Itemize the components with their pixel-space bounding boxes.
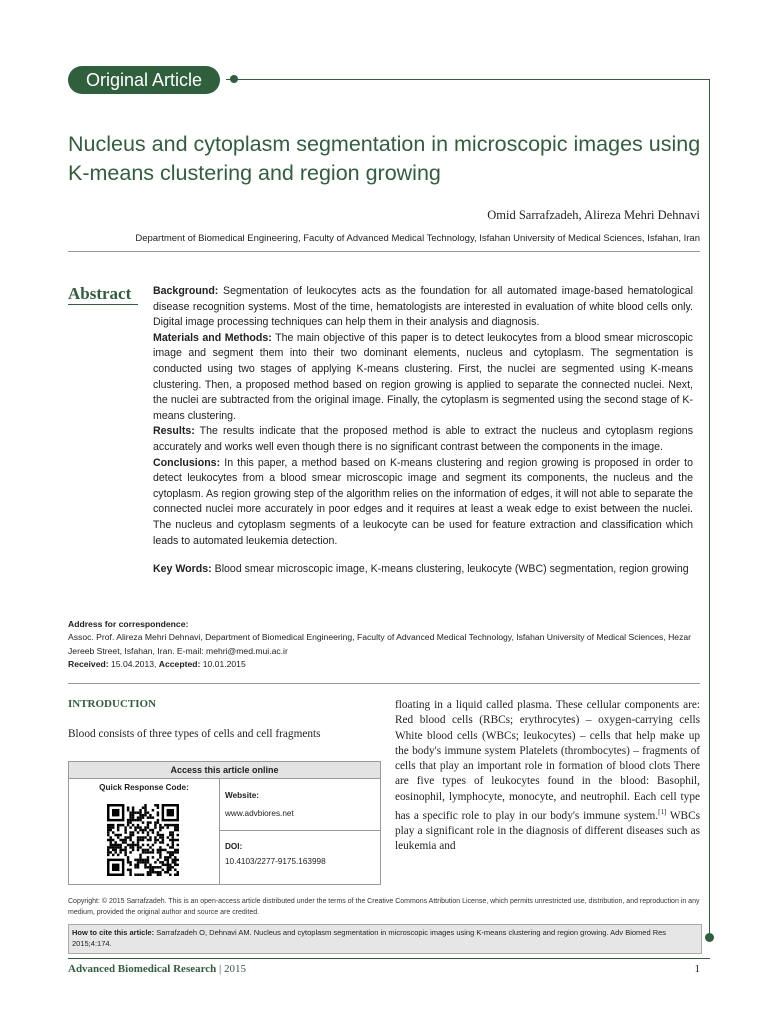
article-title: Nucleus and cytoplasm segmentation in microscopic images using K-means clustering and region growing: [68, 132, 701, 185]
page-number: 1: [694, 963, 700, 975]
access-box-divider: [219, 779, 220, 884]
header-rule-dot: [230, 75, 238, 83]
section-badge: Original Article: [68, 66, 220, 94]
abstract-methods: Materials and Methods: The main objective of this paper is to detect leukocytes from a blood smear microscopic image and segment them into their two dominant elements, nucleus and cytoplasm. The segmentation is conducted using two stages of applying K-means clustering. First, the nuclei are segmented using K-means clustering. Then, a proposed method based on region growing is applied to separate the connected nuclei. Next, the nuclei are subtracted from the original image. Finally, the cytoplasm is segmented using the second stage of K-means clustering.: [153, 331, 693, 422]
access-article-box: [68, 761, 381, 885]
website-link[interactable]: www.advbiores.net: [225, 809, 294, 818]
correspondence-divider: [68, 683, 700, 684]
introduction-first-line: Blood consists of three types of cells and cell fragments: [68, 728, 321, 740]
abstract-heading-underline: [68, 304, 138, 305]
dates: Received: 15.04.2013, Accepted: 10.01.2015: [68, 658, 246, 669]
introduction-column-2: floating in a liquid called plasma. These cellular components are: Red blood cells (RBCs; erythrocytes) – oxygen-carrying cells White blood cells (WBCs; leukocytes) – cells that help make up the body's immune system Platelets (thrombocytes) – fragments of cells that play an important role in formation of blood clots There are five types of leukocytes found in the blood: Basophil, eosinophil, lymphocyte, monocyte, and neutrophil. Each cell type has a specific role to play in our body's immune system.[1] WBCs play a significant role in the diagnosis of different diseases such as leukemia and: [395, 699, 701, 853]
doi-link[interactable]: 10.4103/2277-9175.163998: [225, 857, 326, 866]
introduction-heading: INTRODUCTION: [68, 698, 157, 710]
side-rule-dot: [705, 933, 714, 942]
side-rule: [709, 79, 710, 937]
correspondence-heading: Address for correspondence:: [68, 619, 189, 629]
abstract-results: Results: The results indicate that the proposed method is able to extract the nucleus and cytoplasm regions accurately and works well even though there is no significant contrast between the components in the image.: [153, 425, 693, 453]
doi-label: DOI:: [225, 842, 243, 851]
footer-rule: [68, 958, 710, 959]
abstract-conclusions: Conclusions: In this paper, a method based on K-means clustering and region growing is proposed in order to detect leukocytes from a blood smear microscopic image and segment its components, the nucleus and the cytoplasm. As region growing step of the algorithm relies on the information of edges, it will not able to separate the connected nuclei more accurately in poor edges and it requires at least a weak edge to exist between the nuclei. The nucleus and cytoplasm segments of a leukocyte can be used for feature extraction and classification which leads to automated leukemia detection.: [153, 456, 693, 547]
how-to-cite-box: How to cite this article: Sarrafzadeh O, Dehnavi AM. Nucleus and cytoplasm segmentation in microscopic images using K-means clustering and region growing. Adv Biomed Res 2015;4:174.: [68, 924, 702, 954]
affiliation: Department of Biomedical Engineering, Faculty of Advanced Medical Technology, Isfahan University of Medical Sciences, Isfahan, Iran: [135, 233, 700, 244]
website-label: Website:: [225, 791, 259, 800]
access-box-heading: Access this article online: [69, 762, 380, 779]
abstract-heading: Abstract: [68, 284, 132, 303]
qr-code-icon: [107, 804, 179, 876]
abstract-background: Background: Segmentation of leukocytes acts as the foundation for all automated image-based hematological disease recognition systems. Most of the time, hematologists are interested in evaluation of white blood cells only. Digital image processing techniques can help them in their analysis and diagnosis.: [153, 285, 693, 329]
copyright-notice: Copyright: © 2015 Sarrafzadeh. This is an open-access article distributed under the terms of the Creative Commons Attribution License, which permits unrestricted use, distribution, and reproduction in any medium, provided the original author and source are credited.: [68, 898, 700, 916]
citation-ref[interactable]: [1]: [658, 808, 667, 817]
affiliation-divider: [68, 251, 700, 252]
qr-label: Quick Response Code:: [99, 783, 189, 792]
access-box-divider: [219, 830, 380, 831]
abstract-body: [153, 284, 693, 578]
correspondence-address: Assoc. Prof. Alireza Mehri Dehnavi, Department of Biomedical Engineering, Faculty of Advanced Medical Technology, Isfahan University of Medical Sciences, Hezar Jereeb Street, Isfahan, Iran. E-mail: mehri@med.mui.ac.ir: [68, 632, 692, 656]
journal-name: Advanced Biomedical Research | 2015: [68, 963, 246, 975]
keywords: Key Words: Blood smear microscopic image, K-means clustering, leukocyte (WBC) segmentation, region growing: [153, 563, 689, 576]
header-rule: [226, 79, 710, 80]
authors: Omid Sarrafzadeh, Alireza Mehri Dehnavi: [487, 208, 700, 222]
correspondence: [68, 618, 700, 671]
